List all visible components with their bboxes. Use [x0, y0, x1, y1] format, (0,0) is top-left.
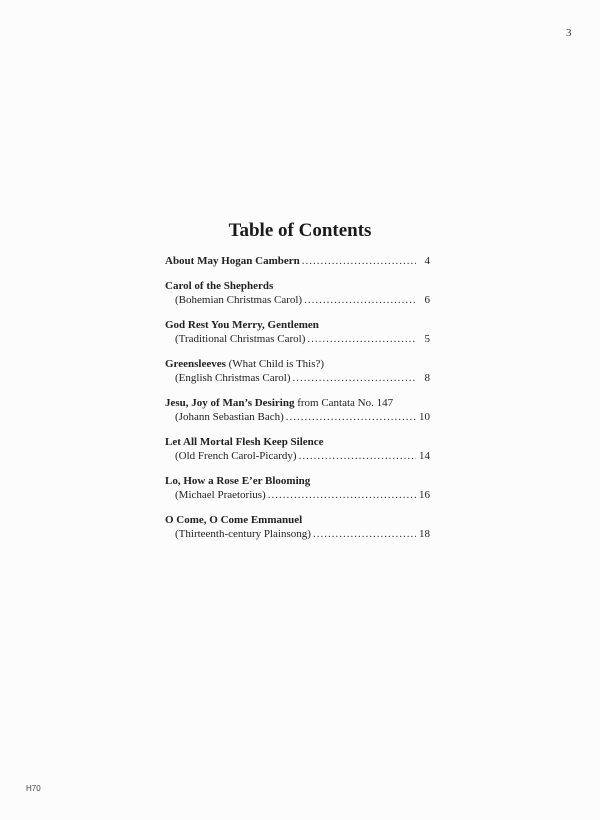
- toc-entry-title-extra: from Cantata No. 147: [297, 397, 394, 409]
- dot-leader: [302, 254, 416, 268]
- dot-leader: [286, 410, 416, 424]
- toc-entry-heading: [165, 396, 430, 410]
- page-title: Table of Contents: [228, 220, 372, 241]
- table-of-contents: [165, 254, 430, 552]
- toc-entry-subtitle: (English Christmas Carol): [175, 372, 291, 384]
- toc-line: [165, 371, 430, 385]
- toc-page-number: 4: [424, 255, 430, 267]
- dot-leader: [307, 332, 416, 346]
- toc-entry-god-rest-you-merry[interactable]: [165, 318, 430, 346]
- dot-leader: [299, 449, 416, 463]
- toc-entry-subtitle: (Bohemian Christmas Carol): [175, 294, 303, 306]
- toc-entry-subtitle: (Traditional Christmas Carol): [175, 333, 306, 345]
- dot-leader: [304, 293, 416, 307]
- toc-entry-jesu-joy[interactable]: [165, 396, 430, 424]
- toc-line: [165, 527, 430, 541]
- toc-entry-subtitle: (Thirteenth-century Plainsong): [175, 528, 311, 540]
- toc-entry-subtitle: (Michael Praetorius): [175, 489, 266, 501]
- toc-entry-title: O Come, O Come Emmanuel: [165, 514, 303, 526]
- toc-page-number: 5: [424, 333, 430, 345]
- toc-page-number: 18: [419, 528, 430, 540]
- toc-line: [165, 293, 430, 307]
- toc-line: [165, 332, 430, 346]
- toc-page-number: 8: [424, 372, 430, 384]
- toc-line: [165, 410, 430, 424]
- toc-entry-subtitle: (Old French Carol-Picardy): [175, 450, 297, 462]
- toc-page-number: 14: [419, 450, 430, 462]
- dot-leader: [268, 488, 416, 502]
- toc-entry-title: God Rest You Merry, Gentlemen: [165, 319, 319, 331]
- toc-entry-title: Greensleeves: [165, 358, 226, 370]
- toc-entry-subtitle: (Johann Sebastian Bach): [175, 411, 284, 423]
- dot-leader: [293, 371, 417, 385]
- toc-entry-o-come-emmanuel[interactable]: [165, 513, 430, 541]
- toc-page-number: 16: [419, 489, 430, 501]
- toc-page-number: 10: [419, 411, 430, 423]
- toc-line: [165, 488, 430, 502]
- toc-entry-let-all-mortal-flesh[interactable]: [165, 435, 430, 463]
- toc-line: [165, 254, 430, 268]
- toc-entry-title: About May Hogan Cambern: [165, 255, 300, 267]
- dot-leader: [313, 527, 416, 541]
- toc-entry-title: Let All Mortal Flesh Keep Silence: [165, 436, 324, 448]
- toc-entry-heading: [165, 357, 430, 371]
- toc-entry-carol-of-the-shepherds[interactable]: [165, 279, 430, 307]
- toc-page-number: 6: [424, 294, 430, 306]
- toc-entry-title: Carol of the Shepherds: [165, 280, 274, 292]
- toc-entry-lo-how-a-rose[interactable]: [165, 474, 430, 502]
- toc-entry-title: Jesu, Joy of Man’s Desiring: [165, 397, 295, 409]
- toc-entry-title: Lo, How a Rose E’er Blooming: [165, 475, 311, 487]
- toc-line: [165, 449, 430, 463]
- page-number: 3: [566, 27, 572, 39]
- toc-entry-about[interactable]: [165, 254, 430, 268]
- toc-entry-greensleeves[interactable]: [165, 357, 430, 385]
- catalog-code: H70: [26, 784, 41, 793]
- toc-entry-title-extra: (What Child is This?): [228, 358, 325, 370]
